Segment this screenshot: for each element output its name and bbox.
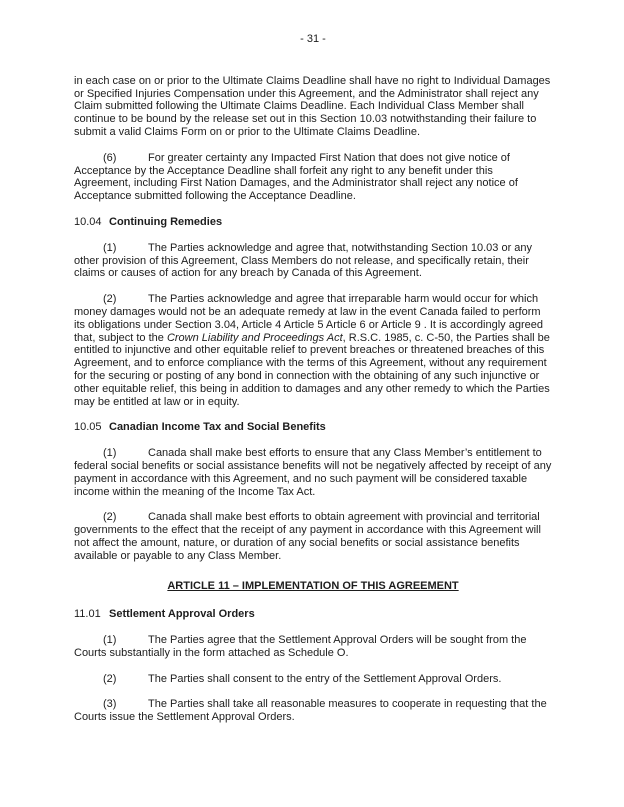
paragraph-10-04-2-text-before: The Parties acknowledge and agree that irreparable harm would occur for which money damages would not be an adequate remedy at law in the event Canada failed to perform its obligations under Section 3.04, Article 4 Article 5 Article 6 or Article 9 . It is accordingly agreed that, subject to the <box>74 293 543 344</box>
section-10-05-number: 10.05 <box>74 421 102 434</box>
section-10-04-number: 10.04 <box>74 215 102 228</box>
paragraph-10-04-2-number: (2) <box>103 293 117 306</box>
paragraph-11-01-2-text: The Parties shall consent to the entry of the Settlement Approval Orders. <box>148 672 502 685</box>
statute-name-italic: Crown Liability and Proceedings Act <box>166 331 343 344</box>
section-10-05-title: Canadian Income Tax and Social Benefits <box>109 421 326 434</box>
paragraph-11-01-2-number: (2) <box>103 672 117 685</box>
paragraph-11-01-1-text: The Parties agree that the Settlement Approval Orders will be sought from the Courts substantially in the form attached as Schedule O. <box>74 634 527 659</box>
paragraph-6 <box>74 152 552 203</box>
paragraph-11-01-3-number: (3) <box>103 698 117 711</box>
paragraph-10-05-2-number: (2) <box>103 511 117 524</box>
paragraph-10-05-1-number: (1) <box>103 447 117 460</box>
paragraph-10-05-1 <box>74 447 552 498</box>
article-11-heading: ARTICLE 11 – IMPLEMENTATION OF THIS AGREEMENT <box>167 579 459 592</box>
paragraph-11-01-1 <box>74 634 552 660</box>
paragraph-11-01-2 <box>74 673 552 686</box>
section-heading-10-04 <box>74 216 552 229</box>
paragraph-10-04-1-text: The Parties acknowledge and agree that, notwithstanding Section 10.03 or any other provision of this Agreement, Class Members do not release, and specifically retain, their claims or causes of action for any breach by Canada of this Agreement. <box>74 241 533 280</box>
paragraph-6-number: (6) <box>103 151 117 164</box>
paragraph-11-01-3 <box>74 698 552 724</box>
paragraph-6-text: For greater certainty any Impacted First Nation that does not give notice of Acceptance by the Acceptance Deadline shall forfeit any right to any benefit under this Agreement, including First Nation Damages, and the Administrator shall reject any notice of Acceptance submitted following the Acceptance Deadline. <box>74 151 518 203</box>
paragraph-10-05-2-text: Canada shall make best efforts to obtain agreement with provincial and territorial governments to the effect that the receipt of any payment in accordance with this Agreement will not affect the amount, nature, or duration of any social benefits or social assistance benefits available or payable to any Class Member. <box>74 511 541 562</box>
continuation-paragraph: in each case on or prior to the Ultimate Claims Deadline shall have no right to Individual Damages or Specified Injuries Compensation under this Agreement, and the Administrator shall reject any Claim submitted following the Ultimate Claims Deadline. Each Individual Class Member shall continue to be bound by the release set out in this Section 10.03 notwithstanding their failure to submit a valid Claims Form on or prior to the Ultimate Claims Deadline. <box>74 74 551 138</box>
section-heading-10-05 <box>74 421 552 434</box>
paragraph-10-05-2 <box>74 511 552 562</box>
page-number: - 31 - <box>300 33 326 45</box>
paragraph-11-01-3-text: The Parties shall take all reasonable measures to cooperate in requesting that the Courts issue the Settlement Approval Orders. <box>74 698 547 724</box>
section-11-01-number: 11.01 <box>74 608 101 621</box>
paragraph-11-01-1-number: (1) <box>103 634 117 647</box>
paragraph-10-04-2-text-after: , R.S.C. 1985, c. C-50, the Parties shall be entitled to injunctive and other equitable relief to prevent breaches or threatened breaches of this Agreement, and to enforce compliance with the terms of this Agreement, without any requirement for the securing or posting of any bond in connection with the obtaining of any such injunctive or other equitable relief, this being in addition to damages and any other remedy to which the Parties may be entitled at law or in equity. <box>74 331 550 408</box>
section-heading-11-01 <box>74 608 552 621</box>
paragraph-10-04-1 <box>74 242 552 280</box>
paragraph-10-04-1-number: (1) <box>103 241 117 254</box>
paragraph-10-05-1-text: Canada shall make best efforts to ensure that any Class Member’s entitlement to federal social benefits or social assistance benefits will not be negatively affected by receipt of any payment in accordance with this Agreement, and no such payment will be considered taxable income within the meaning of the Income Tax Act. <box>74 447 552 498</box>
section-11-01-title: Settlement Approval Orders <box>109 608 255 621</box>
paragraph-10-04-2 <box>74 293 552 408</box>
section-10-04-title: Continuing Remedies <box>109 215 223 228</box>
